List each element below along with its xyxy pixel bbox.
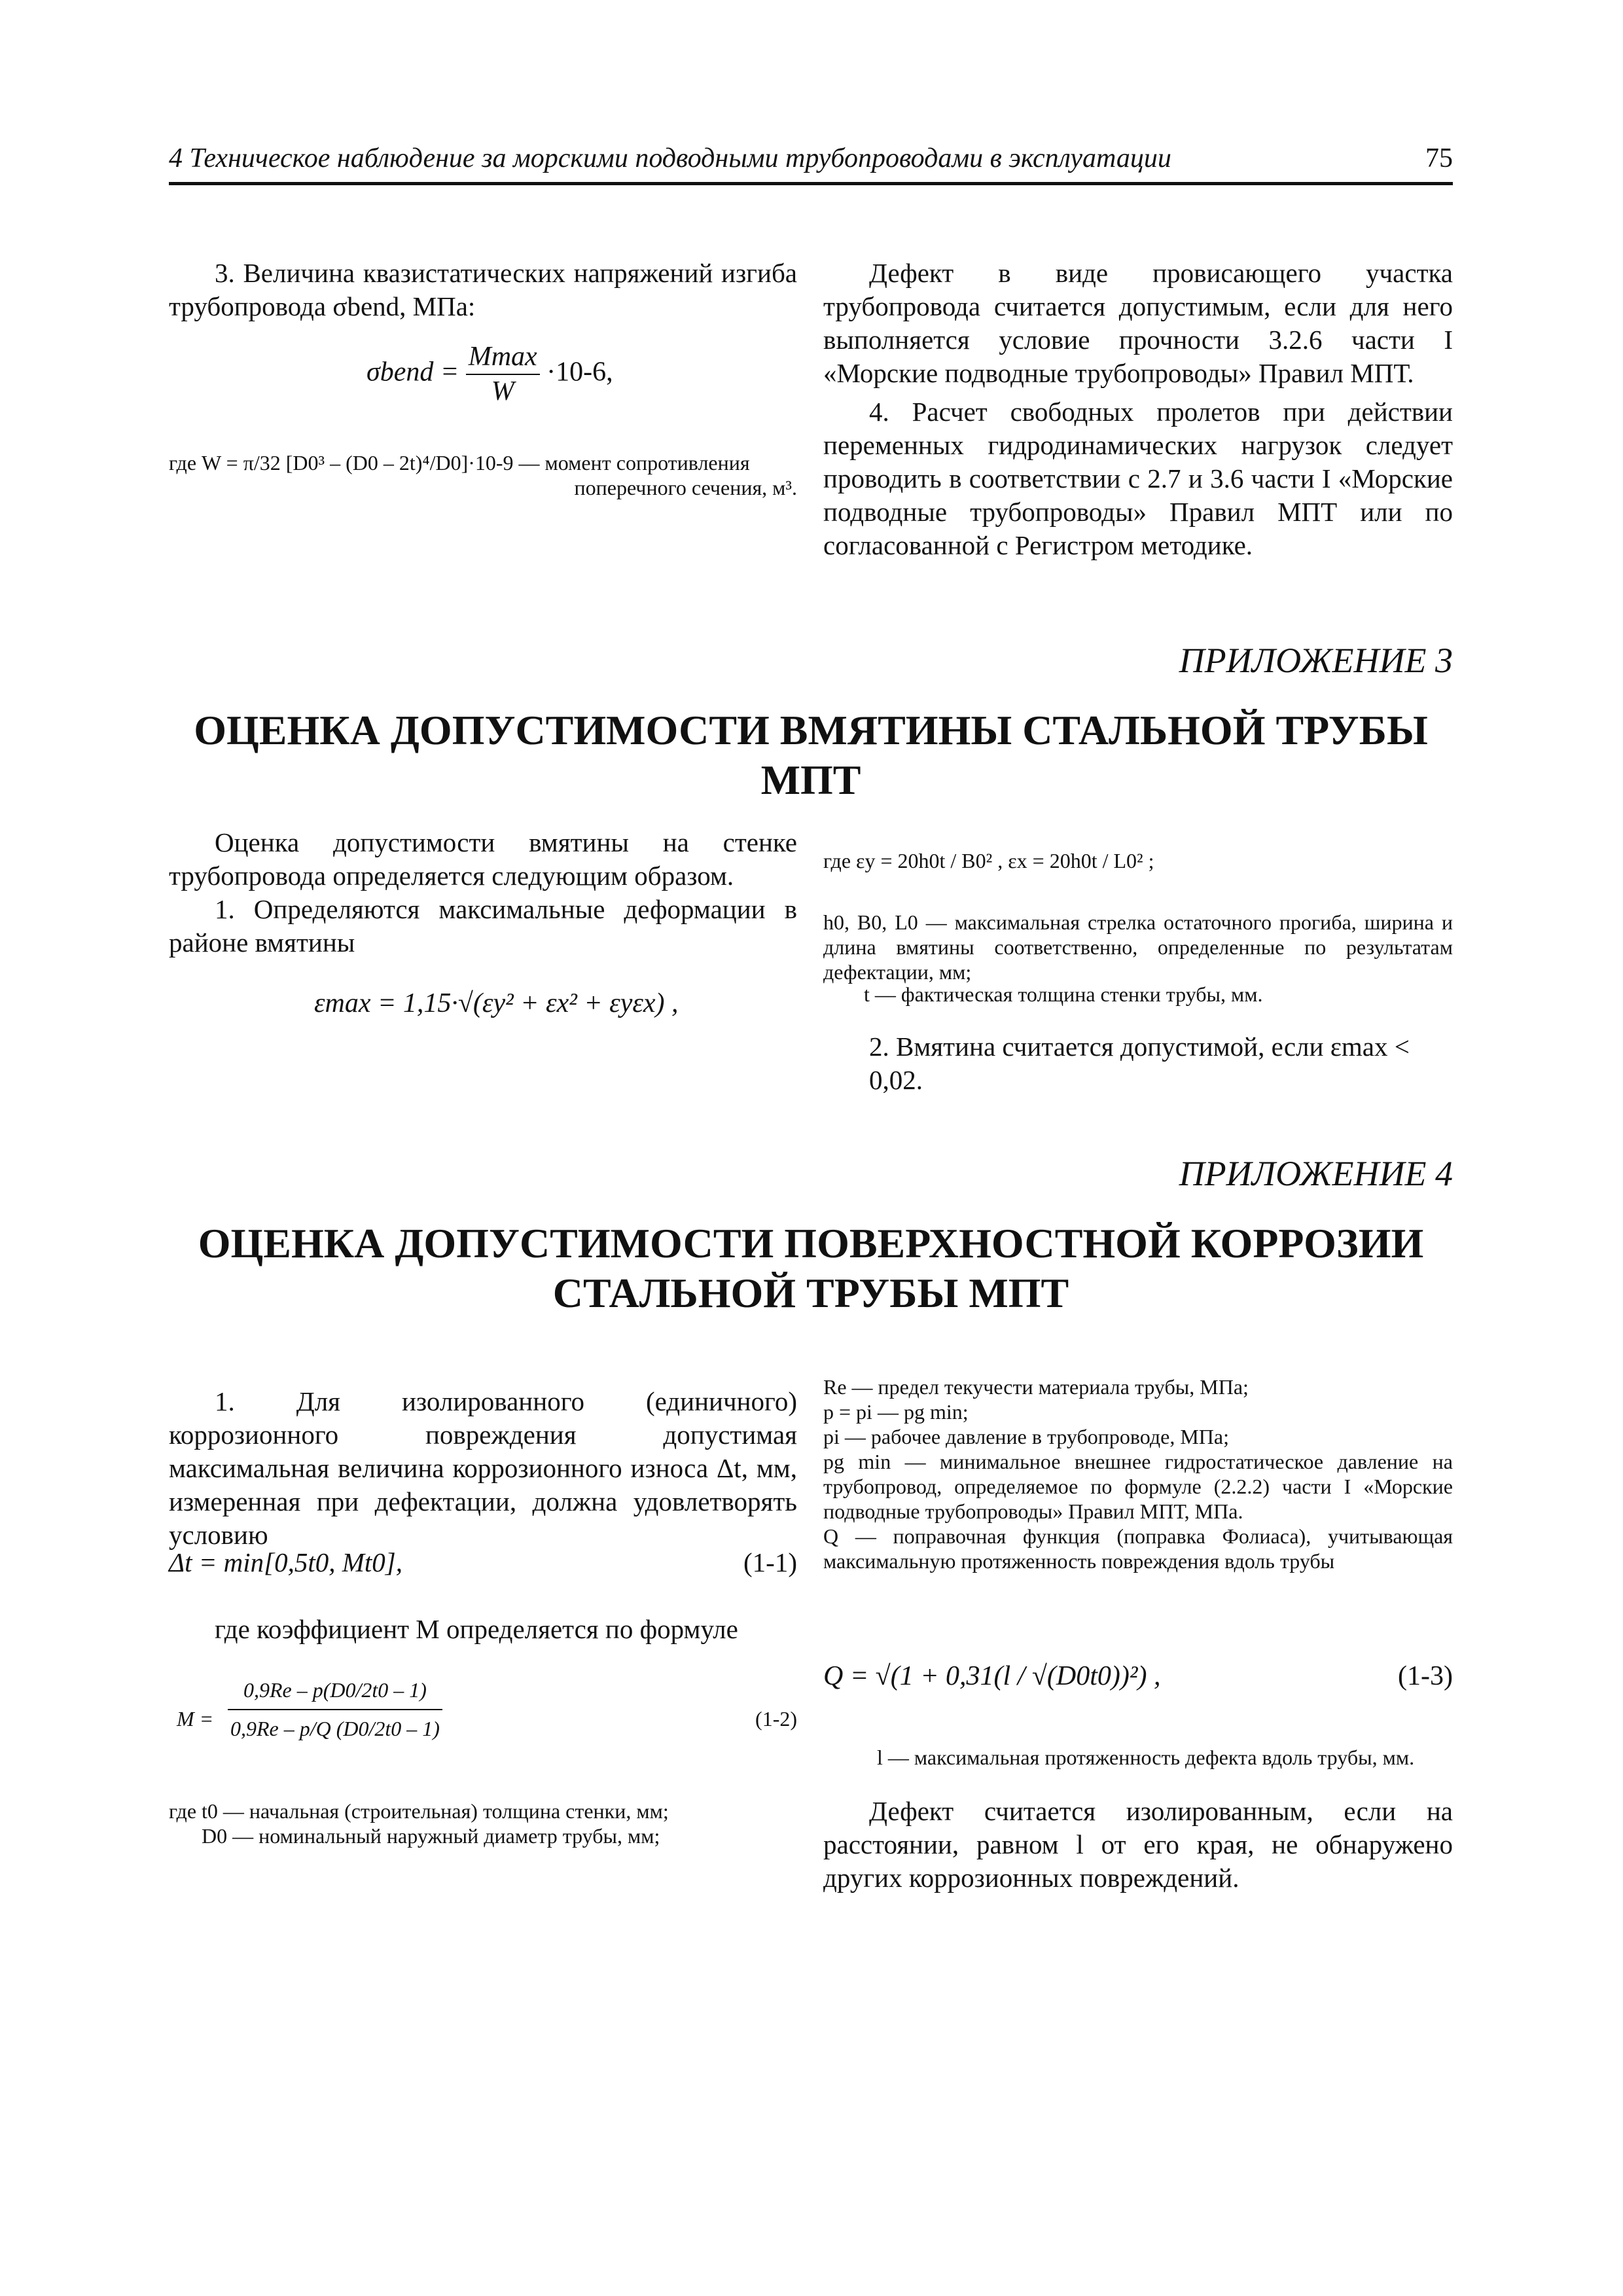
def-l: l — максимальная протяженность дефекта вдоль трубы, мм. [877,1746,1415,1769]
def-pi: pi — рабочее давление в трубопроводе, МПа; [823,1425,1229,1448]
def-Re: Re — предел текучести материала трубы, МПа; [823,1375,1249,1399]
def-D0: D0 — номинальный наружный диаметр трубы, мм; [202,1824,660,1848]
eq-1-1-text: Δt = min[0,5t0, Mt0], [169,1547,402,1577]
section3-intro: 3. Величина квазистатических напряжений изгиба трубопровода σbend, МПа: [169,258,797,321]
running-header [169,143,1453,185]
appendix3-def-t: t — фактическая толщина стенки трубы, мм. [864,982,1263,1006]
eq-1-1 [169,1546,797,1580]
eq-1-2-fraction [228,1678,442,1741]
appendix4-left-para: 1. Для изолированного (единичного) коррозионного повреждения допустимая максимальная величина коррозионного износа Δt, мм, измеренная при дефектации, должна удовлетворять условию [169,1386,797,1550]
appendix3-label: ПРИЛОЖЕНИЕ 3 [1179,641,1453,680]
appendix4-title [169,1219,1453,1318]
appendix4-title-line1: ОЦЕНКА ДОПУСТИМОСТИ ПОВЕРХНОСТНОЙ КОРРОЗИИ [198,1220,1424,1266]
sigma-bend-formula [366,340,772,408]
formula-lhs: σbend = [366,357,459,387]
eq-1-1-number: (1-1) [743,1547,797,1577]
defs-right [823,1374,1453,1573]
eq-1-2-denominator: 0,9Re – p/Q (D0/2t0 – 1) [230,1717,440,1740]
appendix3-where-eps: где εy = 20h0t / B0² , εx = 20h0t / L0² ; [823,849,1154,872]
def-t0: где t0 — начальная (строительная) толщина стенки, мм; [169,1799,669,1823]
appendix3-condition: 2. Вмятина считается допустимой, если εmax < 0,02. [869,1031,1410,1095]
eq-1-3-number: (1-3) [1398,1661,1453,1691]
where-W-line2: поперечного сечения, м³. [574,476,797,499]
defs-left [169,1799,797,1848]
formula-numerator: Mmax [466,340,540,375]
eq-1-2-number: (1-2) [755,1707,797,1731]
appendix3-left-p2: 1. Определяются максимальные деформации в районе вмятины [169,894,797,958]
section3-right-p1: Дефект в виде провисающего участка трубопровода считается допустимым, если для него выполняется условие прочности 3.2.6 части I «Морские подводные трубопроводы» Правил МПТ. [823,258,1453,388]
appendix3-left-p1: Оценка допустимости вмятины на стенке трубопровода определяется следующим образом. [169,827,797,891]
formula-tail: ·10-6, [546,357,613,387]
appendix4-right-final [823,1795,1453,1895]
appendix4-final-para: Дефект считается изолированным, если на расстоянии, равном l от его края, не обнаружено других коррозионных повреждений. [823,1796,1453,1893]
appendix4-title-line2: СТАЛЬНОЙ ТРУБЫ МПТ [552,1270,1069,1316]
coef-M-text: где коэффициент M определяется по формуле [215,1614,738,1644]
formula-denominator: W [491,376,514,406]
def-pgmin: pg min — минимальное внешнее гидростатическое давление на трубопровод, определяемое по формуле (2.2.2) части I «Морские подводные трубопроводы» Правил МПТ, МПа. [823,1450,1453,1523]
appendix4-label: ПРИЛОЖЕНИЕ 4 [1179,1154,1453,1193]
appendix3-def-h: h0, B0, L0 — максимальная стрелка остаточного прогиба, ширина и длина вмятины соответственно, определенные по результатам дефектации, мм; [823,910,1453,984]
section3-right [823,257,1453,562]
page-number: 75 [1425,143,1453,173]
section3-left [169,257,797,323]
header-title: 4 Техническое наблюдение за морскими подводными трубопроводами в эксплуатации [169,143,1171,173]
def-p: p = pi — pg min; [823,1400,969,1424]
eps-max-formula: εmax = 1,15·√(εy² + εx² + εyεx) , [314,988,679,1018]
eq-1-2-lhs: M = [177,1707,214,1731]
eq-1-3-text: Q = √(1 + 0,31(l / √(D0t0))²) , [823,1661,1161,1691]
appendix3-left [169,826,797,960]
section3-right-p2: 4. Расчет свободных пролетов при действии переменных гидродинамических нагрузок следует проводить в соответствии с 2.7 и 3.6 части I «Морские подводные трубопроводы» Правил МПТ или по согласованной с Регистром методике. [823,397,1453,560]
appendix4-left-p1 [169,1385,797,1552]
where-W-line1: где W = π/32 [D0³ – (D0 – 2t)⁴/D0]·10-9 — момент сопротивления [169,451,750,475]
def-Q: Q — поправочная функция (поправка Фолиаса), учитывающая максимальную протяженность повреждения вдоль трубы [823,1524,1453,1573]
eq-1-3 [823,1660,1453,1699]
eq-1-2-numerator: 0,9Re – p(D0/2t0 – 1) [228,1678,442,1710]
eq-1-2 [169,1672,797,1770]
formula-fraction [466,340,540,408]
where-W [169,450,797,500]
appendix3-title: ОЦЕНКА ДОПУСТИМОСТИ ВМЯТИНЫ СТАЛЬНОЙ ТРУБЫ МПТ [194,707,1428,803]
